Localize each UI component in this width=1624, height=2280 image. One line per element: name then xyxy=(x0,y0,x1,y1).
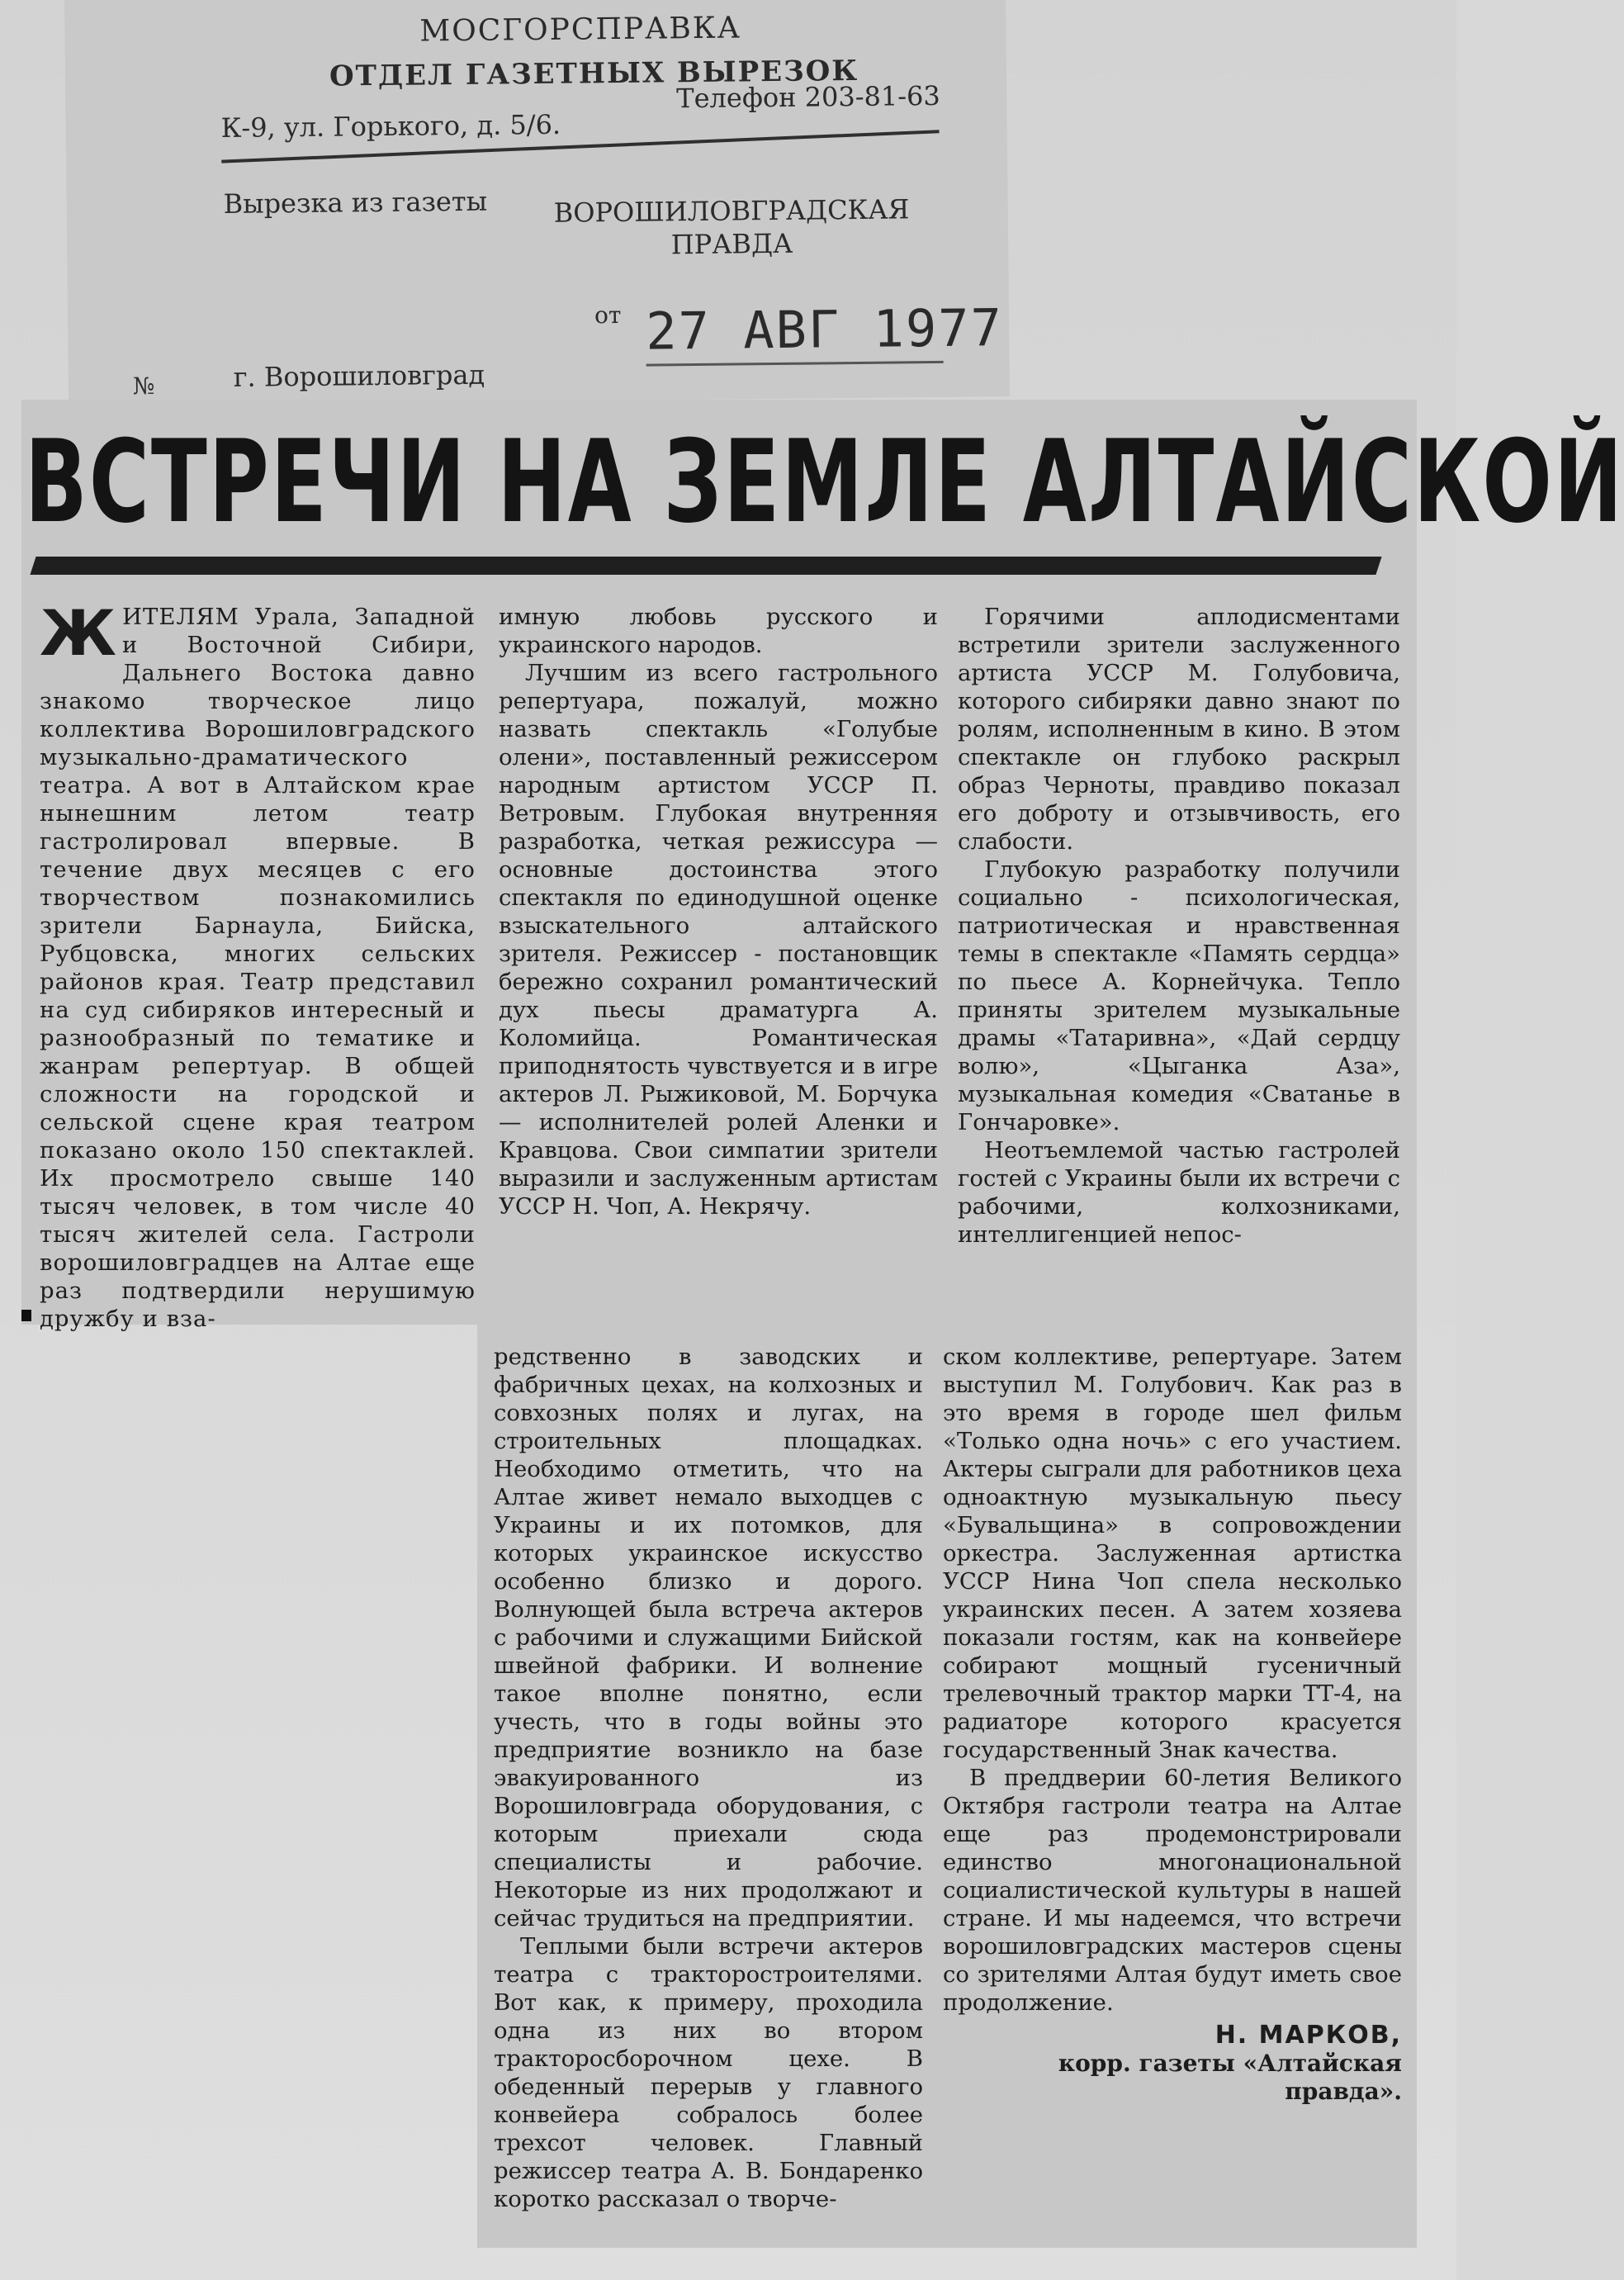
drop-cap: Ж xyxy=(40,596,118,670)
author-name: Н. МАРКОВ, xyxy=(1214,2021,1402,2050)
paragraph: имную любовь русского и украинского народов. xyxy=(499,604,938,658)
newspaper-name-line1: ВОРОШИЛОВГРАДСКАЯ xyxy=(553,193,910,229)
date-underline xyxy=(646,361,944,367)
paragraph: Горячими аплодисментами встретили зрители заслуженного артиста УССР М. Голубовича, которого сибиряки давно знают по ролям, исполненным в кино. В этом спектакле он глубоко раскрыл образ Черноты, правдиво показал его доброту и отзывчивость, его слабости. xyxy=(958,604,1400,855)
author-role-line2: правда». xyxy=(1285,2078,1402,2105)
city-label: г. Ворошиловград xyxy=(233,358,485,393)
department-name: ОТДЕЛ ГАЗЕТНЫХ ВЫРЕЗОК xyxy=(329,54,859,93)
paragraph: В преддверии 60-летия Великого Октября гастроли театра на Алтае еще раз продемонстрировали единство многонациональной социалистической культуры в нашей стране. И мы надеемся, что встречи ворошиловградских мастеров сцены со зрителями Алтая будут иметь свое продолжение. xyxy=(943,1765,1402,2016)
paragraph: Глубокую разработку получили социально - психологическая, патриотическая и нравственная темы в спектакле «Память сердца» по пьесе А. Корнейчука. Тепло приняты зрителем музыкальные драмы «Татаривна», «Дай сердцу волю», «Цыганка Аза», музыкальная комедия «Сватанье в Гончаровке». xyxy=(958,856,1400,1135)
clipping-label: Вырезка из газеты xyxy=(223,185,488,220)
paragraph: ском коллективе, репертуаре. Затем выступил М. Голубович. Как раз в это время в городе шел фильм «Только одна ночь» с его участием. Актеры сыграли для работников цеха одноактную музыкальную пьесу «Бувальщина» в сопровождении оркестра. Заслуженная артистка УССР Нина Чоп спела несколько украинских песен. А затем хозяева показали гостям, как на конвейере собирают мощный гусеничный трелевочный трактор марки ТТ-4, на радиаторе которого красуется государственный Знак качества. xyxy=(943,1344,1402,1763)
lead-paragraph xyxy=(40,596,476,1333)
date-prefix: от xyxy=(594,301,622,329)
paragraph: Лучшим из всего гастрольного репертуара, пожалуй, можно назвать спектакль «Голубые олени», поставленный режиссером народным артистом УССР П. Ветровым. Глубокая внутренняя разработка, четкая режиссура — основные достоинства этого спектакля по единодушной оценке взыскательного алтайского зрителя. Режиссер - постановщик бережно сохранил романтический дух пьесы драматурга А. Коломийца. Романтическая приподнятость чувствуется и в игре актеров Л. Рыжиковой, М. Борчука — исполнителей ролей Аленки и Кравцова. Свои симпатии зрители выразили и заслуженным артистам УССР Н. Чоп, А. Некрячу. xyxy=(499,660,938,1220)
newspaper-name xyxy=(554,192,911,263)
newspaper-name-line2: ПРАВДА xyxy=(670,227,793,261)
paragraph: Теплыми были встречи актеров театра с тракторостроителями. Вот как, к примеру, проходила одна из них во втором тракторосборочном цехе. В обеденный перерыв у главного конвейера собралось более трехсот человек. Главный режиссер театра А. В. Бондаренко коротко рассказал о творче- xyxy=(494,1933,923,2212)
agency-phone: Телефон 203-81-63 xyxy=(676,79,940,115)
article-column-3 xyxy=(958,603,1400,1310)
article-column-2 xyxy=(499,603,938,1313)
article-column-5 xyxy=(943,1343,1402,2226)
agency-address: К-9, ул. Горького, д. 5/6. xyxy=(220,108,561,145)
author-role-line1: корр. газеты «Алтайская xyxy=(1058,2050,1402,2077)
number-label: № xyxy=(132,372,155,401)
lead-text: ИТЕЛЯМ Урала, Западной и Восточной Сибири, Дальнего Востока давно знакомо творческое лицо коллектива Ворошиловградского музыкально-драматического театра. А вот в Алтайском крае нынешним летом театр гастролировал впервые. В течение двух месяцев с его творчеством познакомились зрители Барнаула, Бийска, Рубцовска, многих сельских районов края. Театр представил на суд сибиряков интересный и разнообразный по тематике и жанрам репертуар. В общей сложности на городской и сельской сцене края театром показано около 150 спектаклей. Их просмотрело свыше 140 тысяч человек, в том числе 40 тысяч жителей села. Гастроли ворошиловградцев на Алтае еще раз подтвердили нерушимую дружбу и вза- xyxy=(40,604,476,1332)
headline-rule xyxy=(30,557,1381,575)
paragraph: Неотъемлемой частью гастролей гостей с Украины были их встречи с рабочими, колхозниками, интеллигенцией непос- xyxy=(958,1137,1400,1248)
pin-mark xyxy=(21,1310,31,1321)
paragraph: редственно в заводских и фабричных цехах, на колхозных и совхозных полях и лугах, на строительных площадках. Необходимо отметить, что на Алтае живет немало выходцев с Украины и их потомков, для которых украинское искусство особенно близко и дорого. Волнующей была встреча актеров с рабочими и служащими Бийской швейной фабрики. И волнение такое вполне понятно, если учесть, что в годы войны это предприятие возникло на базе эвакуированного из Ворошиловграда оборудования, с которым приехали сюда специалисты и рабочие. Некоторые из них продолжают и сейчас трудиться на предприятии. xyxy=(494,1344,923,1932)
agency-name: МОСГОРСПРАВКА xyxy=(419,11,742,49)
clipping-bureau-stamp xyxy=(64,0,1010,406)
article-column-4 xyxy=(494,1343,923,2226)
clipping-date: 27 АВГ 1977 xyxy=(645,297,1004,362)
article-headline: ВСТРЕЧИ НА ЗЕМЛЕ АЛТАЙСКОЙ xyxy=(25,415,1624,548)
article-column-1 xyxy=(40,596,476,1332)
